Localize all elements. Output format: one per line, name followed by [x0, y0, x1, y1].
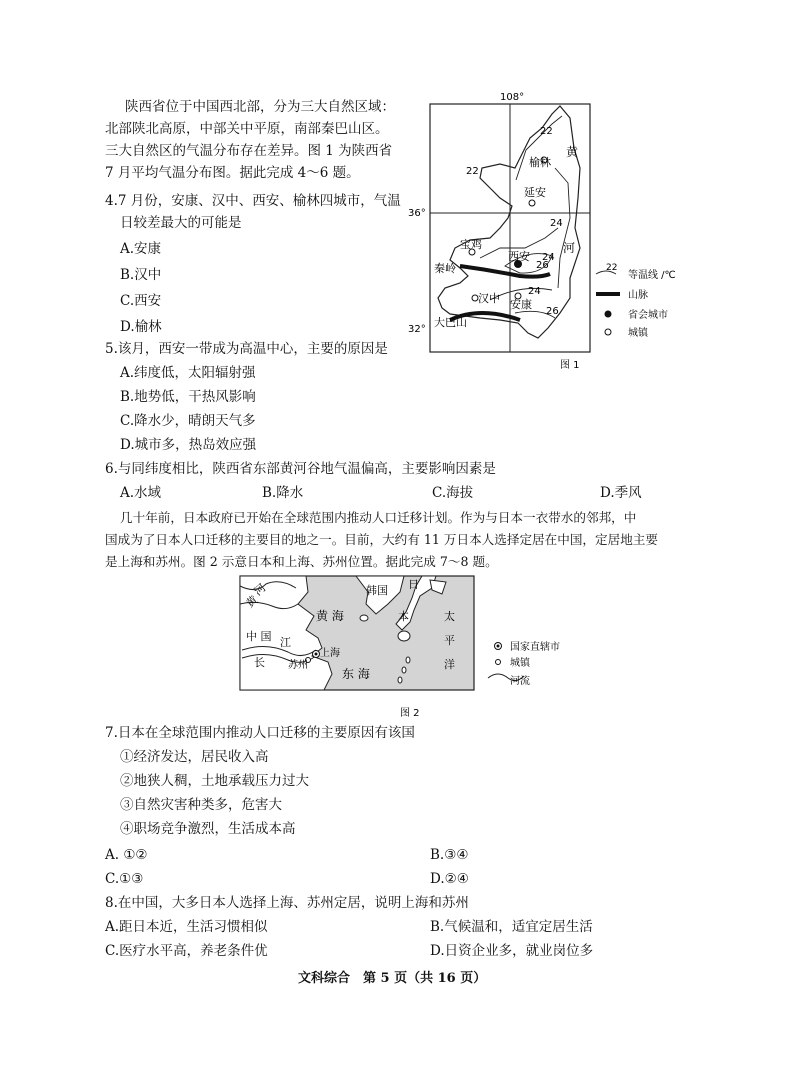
mountain-qinling: 秦岭	[434, 262, 456, 275]
figure-1	[408, 88, 710, 373]
q5-option-c: C.降水少，晴朗天气多	[120, 413, 256, 429]
label-yellow-river-1: 黄	[243, 593, 261, 611]
intro1-line-3: 三大自然区的气温分布存在差异。图 1 为陕西省	[105, 143, 393, 159]
river-huang: 黄	[566, 145, 579, 159]
label-pacific-1: 太	[444, 610, 455, 623]
label-japan-2: 本	[398, 610, 409, 623]
label-pacific-2: 平	[444, 634, 455, 647]
figure-1-caption: 图 1	[560, 360, 580, 371]
city-baoji: 宝鸡	[460, 238, 482, 251]
lat-top-label: 36°	[408, 208, 426, 219]
q4-option-a: A.安康	[120, 241, 162, 257]
isotherm-22-b: 22	[466, 166, 479, 177]
q4-option-b: B.汉中	[120, 267, 162, 283]
q7-option-d: D.②④	[430, 871, 469, 887]
q8-option-d: D.日资企业多，就业岗位多	[430, 943, 594, 959]
intro1-line-1: 陕西省位于中国西北部，分为三大自然区域：	[125, 99, 395, 115]
q5-option-b: B.地势低，干热风影响	[120, 389, 256, 405]
label-shanghai: 上海	[320, 648, 340, 659]
isotherm-26-b: 26	[546, 306, 559, 317]
intro2-line-1: 几十年前，日本政府已开始在全球范围内推动人口迁移计划。作为与日本一衣带水的邻邦，中	[120, 510, 637, 525]
q6-stem: 6.与同纬度相比，陕西省东部黄河谷地气温偏高，主要影响因素是	[105, 461, 496, 477]
intro1-line-2: 北部陕北高原，中部关中平原，南部秦巴山区。	[105, 121, 389, 137]
figure-2	[236, 574, 616, 722]
page-footer: 文科综合 第 5 页（共 16 页）	[298, 971, 487, 986]
legend-isotherm: 等温线 /℃	[628, 270, 676, 281]
q4-stem-line-2: 日较差最大的可能是	[120, 215, 242, 231]
yanan-town	[529, 200, 535, 206]
q5-option-a: A.纬度低，太阳辐射强	[120, 365, 256, 381]
lat-bottom-label: 32°	[408, 324, 426, 335]
q8-option-b: B.气候温和，适宜定居生活	[430, 919, 593, 935]
intro1-line-4: 7 月平均气温分布图。据此完成 4～6 题。	[105, 165, 360, 181]
city-yulin: 榆林	[529, 156, 551, 169]
q5-option-d: D.城市多，热岛效应强	[120, 437, 257, 453]
q5-stem: 5.该月，西安一带成为高温中心，主要的原因是	[105, 341, 388, 357]
q7-item-2: ②地狭人稠，土地承载压力过大	[120, 773, 309, 789]
q7-option-c: C.①③	[105, 871, 144, 887]
q6-option-a: A.水域	[120, 485, 162, 501]
q6-option-b: B.降水	[262, 485, 304, 501]
q8-option-a: A.距日本近，生活习惯相似	[105, 919, 268, 935]
legend-town: 城镇	[628, 328, 648, 339]
city-ankang: 安康	[510, 298, 532, 311]
label-china: 中 国	[246, 630, 272, 643]
isotherm-24-c: 24	[542, 252, 555, 263]
figure-2-caption: 图 2	[400, 708, 420, 719]
intro2-line-2: 国成为了日本人口迁移的主要目的地之一。目前，大约有 11 万日本人选择定居在中国，定居地主要	[105, 532, 658, 547]
q7-item-4: ④职场竞争激烈，生活成本高	[120, 821, 296, 837]
isotherm-24-a: 24	[550, 218, 563, 229]
legend-mountain: 山脉	[628, 290, 648, 301]
q7-option-a: A. ①②	[105, 847, 148, 863]
label-yellow-sea: 黄 海	[316, 609, 344, 623]
isotherm-22-a: 22	[540, 126, 553, 137]
q6-option-d: D.季风	[600, 485, 642, 501]
legend-isotherm-num: 22	[606, 263, 618, 273]
q6-option-c: C.海拔	[432, 485, 474, 501]
label-korea: 韩国	[366, 584, 388, 597]
isotherm-26-a: 26	[536, 260, 549, 271]
legend-town: 城镇	[510, 658, 530, 669]
q7-option-b: B.③④	[430, 847, 469, 863]
mountain-dabashan: 大巴山	[434, 316, 467, 329]
legend-municipality: 国家直辖市	[510, 642, 560, 653]
city-yanan: 延安	[524, 186, 546, 199]
q8-option-c: C.医疗水平高，养老条件优	[105, 943, 268, 959]
q4-option-c: C.西安	[120, 293, 162, 309]
q8-stem: 8.在中国，大多日本人选择上海、苏州定居，说明上海和苏州	[105, 895, 469, 911]
q4-stem-line-1: 4.7 月份，安康、汉中、西安、榆林四城市，气温	[105, 193, 401, 209]
q7-item-3: ③自然灾害种类多，危害大	[120, 797, 282, 813]
label-pacific-3: 洋	[444, 658, 455, 671]
isotherm-24-b: 24	[528, 286, 541, 297]
label-yangtze-2: 长	[254, 656, 265, 669]
label-yangtze-1: 江	[280, 636, 291, 649]
city-xian: 西安	[508, 250, 530, 263]
q7-stem: 7.日本在全球范围内推动人口迁移的主要原因有该国	[105, 725, 415, 741]
legend-river: 河流	[510, 676, 530, 687]
river-he: 河	[563, 241, 576, 255]
lon-label: 108°	[500, 92, 525, 103]
label-japan-1: 日	[408, 578, 419, 591]
city-hanzhong: 汉中	[478, 292, 500, 305]
intro2-line-3: 是上海和苏州。图 2 示意日本和上海、苏州位置。据此完成 7～8 题。	[105, 554, 498, 569]
label-east-sea: 东 海	[342, 667, 370, 681]
q7-item-1: ①经济发达，居民收入高	[120, 749, 269, 765]
q4-option-d: D.榆林	[120, 319, 162, 335]
label-suzhou: 苏州	[288, 660, 308, 671]
legend-capital: 省会城市	[628, 310, 668, 321]
label-yellow-river-2: 河	[251, 581, 269, 599]
